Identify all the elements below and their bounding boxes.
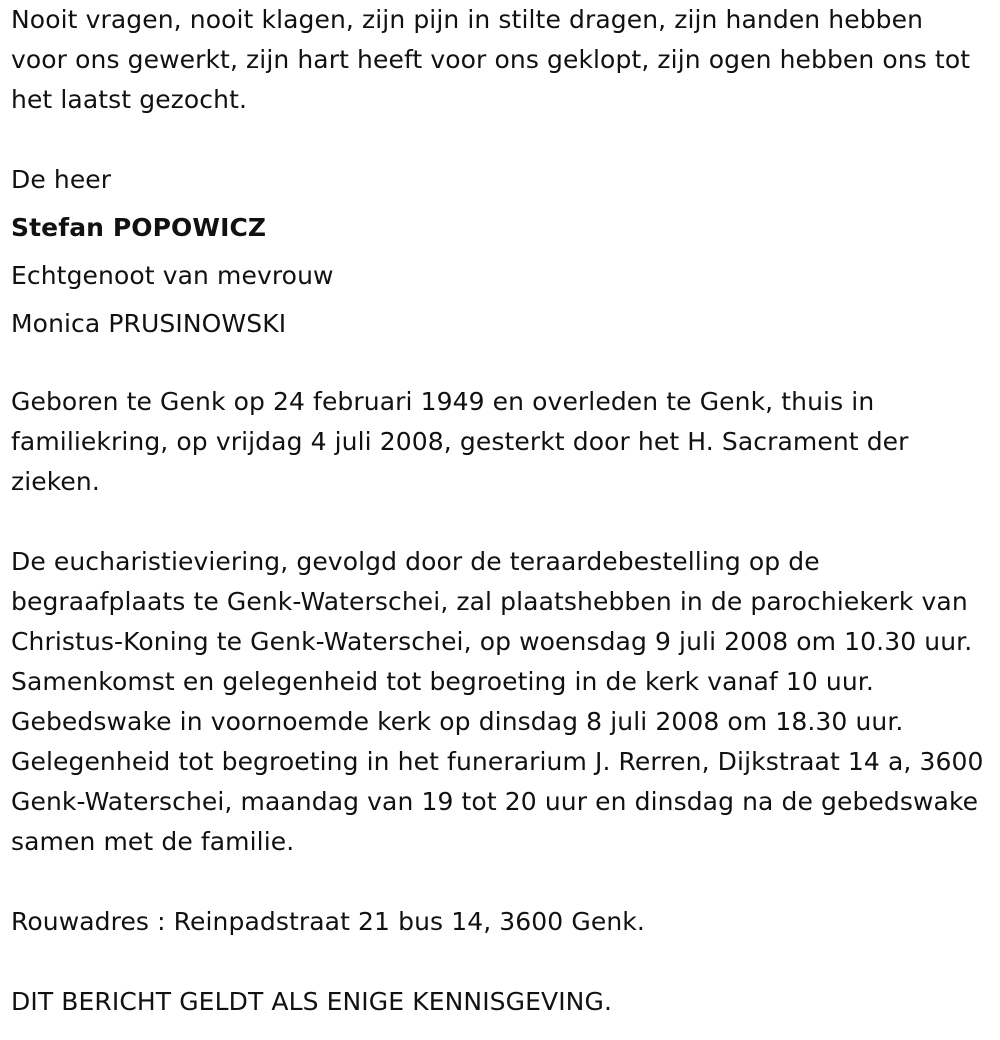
obituary-notice bbox=[11, 0, 986, 1022]
salutation: De heer bbox=[11, 165, 112, 194]
spacer bbox=[11, 942, 986, 982]
deceased-name: Stefan POPOWICZ bbox=[11, 213, 267, 242]
spacer bbox=[11, 120, 986, 160]
birth-death-paragraph: Geboren te Genk op 24 februari 1949 en overleden te Genk, thuis in familiekring, op vrijdag 4 juli 2008, gesterkt door het H. Sacrament der zieken. bbox=[11, 387, 909, 496]
ceremony-paragraph: De eucharistieviering, gevolgd door de teraardebestelling op de begraafplaats te Genk-Waterschei, zal plaatshebben in de parochiekerk van Christus-Koning te Genk-Waterschei, op woensdag 9 juli 2008 om 10.30 uur. Samenkomst en gelegenheid tot begroeting in de kerk vanaf 10 uur. Gebedswake in voornoemde kerk op dinsdag 8 juli 2008 om 18.30 uur. Gelegenheid tot begroeting in het funerarium J. Rerren, Dijkstraat 14 a, 3600 Genk-Waterschei, maandag van 19 tot 20 uur en dinsdag na de gebedswake samen met de familie. bbox=[11, 547, 984, 856]
spacer bbox=[11, 862, 986, 902]
notice-line: DIT BERICHT GELDT ALS ENIGE KENNISGEVING. bbox=[11, 987, 612, 1016]
spacer bbox=[11, 502, 986, 542]
intro-verse: Nooit vragen, nooit klagen, zijn pijn in stilte dragen, zijn handen hebben voor ons gewerkt, zijn hart heeft voor ons geklopt, zijn ogen hebben ons tot het laatst gezocht. bbox=[11, 5, 971, 114]
spouse-intro: Echtgenoot van mevrouw bbox=[11, 261, 334, 290]
spouse-name: Monica PRUSINOWSKI bbox=[11, 309, 287, 338]
spacer bbox=[11, 344, 986, 382]
mourning-address: Rouwadres : Reinpadstraat 21 bus 14, 3600 Genk. bbox=[11, 907, 645, 936]
